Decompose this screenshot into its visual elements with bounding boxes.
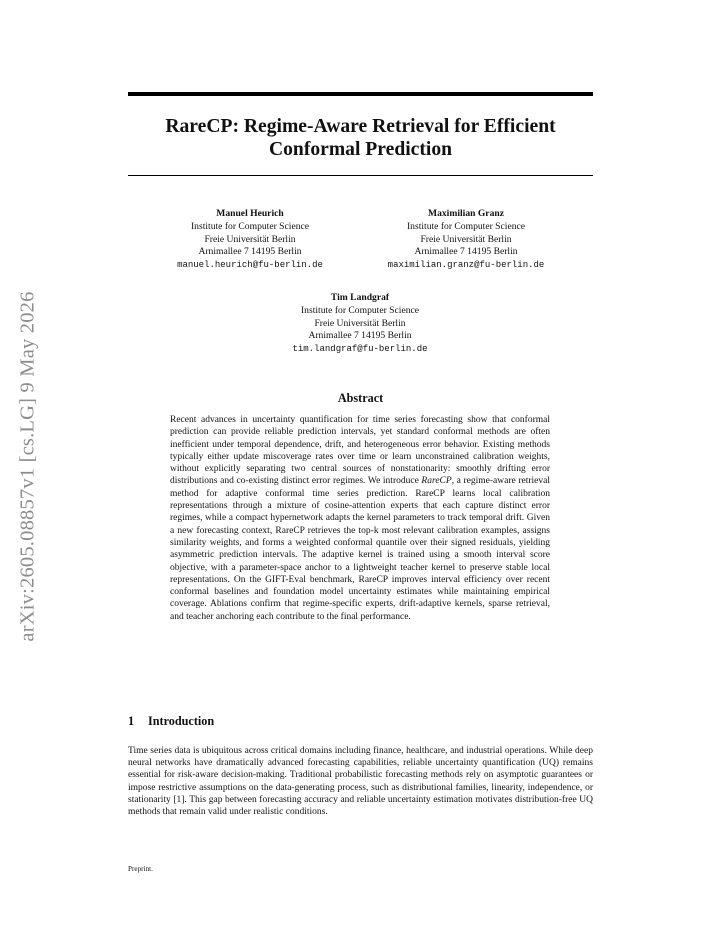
preprint-footnote: Preprint. [128,865,153,873]
author-university: Freie Universität Berlin [204,233,296,245]
author-university: Freie Universität Berlin [420,233,512,245]
author-email[interactable]: tim.landgraf@fu-berlin.de [292,344,428,355]
author-institute: Institute for Computer Science [190,220,310,232]
paper-title: RareCP: Regime-Aware Retrieval for Efficient Conformal Prediction [165,116,556,160]
author-name: Manuel Heurich [216,208,284,219]
author-institute: Institute for Computer Science [406,220,526,232]
author-address: Arnimallee 7 14195 Berlin [308,330,412,342]
introduction-paragraph: Time series data is ubiquitous across critical domains including finance, healthcare, and industrial operations. While deep neural networks have dramatically advanced forecasting capabilities, reliable uncertainty quantification (UQ) remains essential for risk-aware decision-making. Traditional probabilistic forecasting methods rely on asymptotic guarantees or impose restrictive assumptions on the data-generating process, such as distributional families, linearity, independence, or stationarity [1]. This gap between forecasting accuracy and reliable uncertainty estimation motivates distribution-free UQ methods that remain valid under realistic conditions. [128,746,593,818]
abstract-heading: Abstract [337,391,384,405]
author-address: Arnimallee 7 14195 Berlin [414,246,518,258]
section-number: 1 [128,714,135,728]
author-block-heurich [150,208,350,272]
author-name: Maximilian Granz [428,208,504,219]
abstract-method-name: RareCP [421,476,452,487]
author-block-granz [366,208,566,272]
author-university: Freie Universität Berlin [314,317,406,329]
abstract-text-start: Recent advances in uncertainty quantification for time series forecasting show that conformal prediction can provide reliable prediction intervals, yet standard conformal methods are often inefficient under temporal dependence, drift, and heterogeneous error behavior. Existing methods typically either update miscoverage rates over time or learn unconstrained calibration weights, without explicitly separating two central sources of nonstationarity: smoothly drifting error distributions and co-existing distinct error regimes. We introduce [170,415,550,487]
abstract-text-end: , a regime-aware retrieval method for adaptive conformal time series prediction. RareCP learns local calibration representations through a mixture of cosine-attention experts that each capture distinct error regimes, while a compact hypernetwork adapts the kernel parameters to track temporal drift. Given a new forecasting context, RareCP retrieves the top-k most relevant calibration examples, assigns similarity weights, and forms a weighted conformal quantile over their signed residuals, yielding asymmetric prediction intervals. The adaptive kernel is trained using a smooth interval score objective, with a parameter-space anchor to a lightweight teacher kernel to preserve stable local representations. On the GIFT-Eval benchmark, RareCP improves interval efficiency over recent conformal baselines and foundation model uncertainty estimates while maintaining empirical coverage. Ablations confirm that regime-specific experts, drift-adaptive kernels, sparse retrieval, and teacher anchoring each contribute to the final performance. [170,476,551,622]
arxiv-stamp [16,262,40,670]
title-top-rule [128,92,593,96]
author-email[interactable]: manuel.heurich@fu-berlin.de [177,260,323,271]
author-email[interactable]: maximilian.granz@fu-berlin.de [387,260,545,271]
author-institute: Institute for Computer Science [300,304,420,316]
abstract-body [170,414,550,623]
arxiv-stamp-text: arXiv:2605.08857v1 [cs.LG] 9 May 2026 [16,290,39,642]
title-bottom-rule [128,175,593,176]
author-name: Tim Landgraf [330,292,390,303]
author-block-landgraf [255,292,465,356]
section-heading-introduction [128,714,214,729]
section-title: Introduction [148,714,215,728]
author-address: Arnimallee 7 14195 Berlin [198,246,302,258]
